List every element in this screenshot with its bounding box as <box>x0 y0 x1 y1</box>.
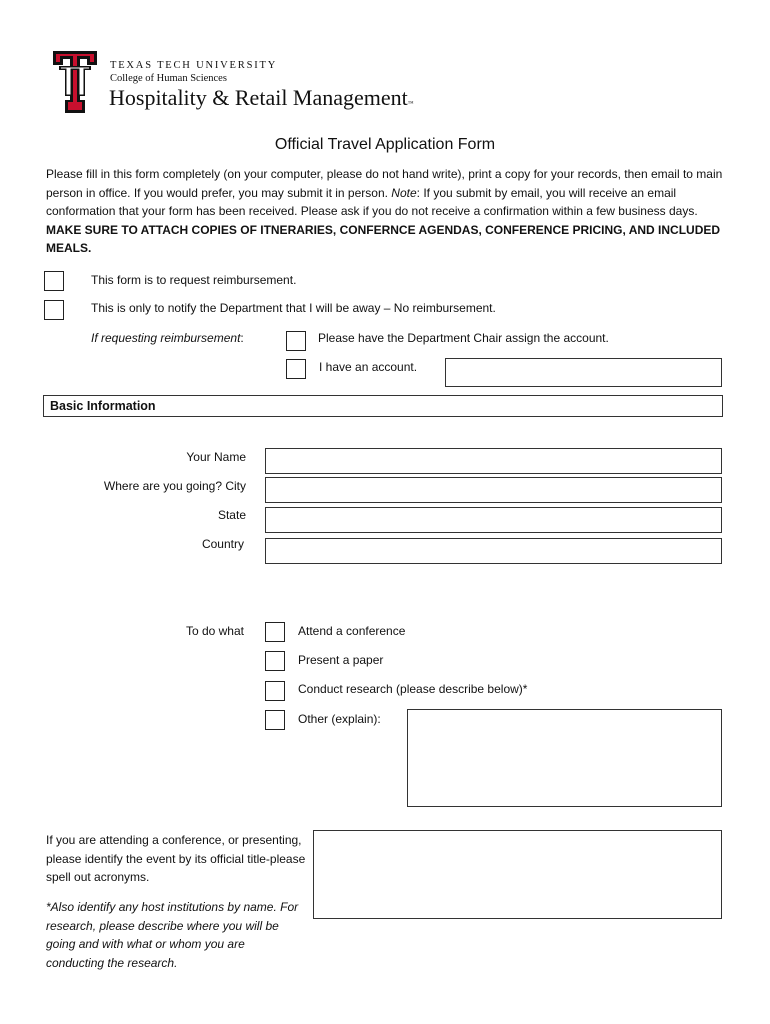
basic-information-title: Basic Information <box>50 399 156 413</box>
other-checkbox[interactable] <box>265 710 285 730</box>
college-name: College of Human Sciences <box>110 73 227 84</box>
texas-tech-double-t-logo <box>52 50 98 114</box>
other-explain-field[interactable] <box>407 709 722 807</box>
your-name-field[interactable] <box>265 448 722 474</box>
chair-assign-account-checkbox[interactable] <box>286 331 306 351</box>
conduct-research-label: Conduct research (please describe below)* <box>298 682 528 696</box>
account-number-field[interactable] <box>445 358 722 387</box>
conduct-research-checkbox[interactable] <box>265 681 285 701</box>
reimbursement-prompt-colon: : <box>240 331 244 345</box>
city-label: Where are you going? City <box>103 479 246 493</box>
reimbursement-prompt-text: If requesting reimbursement <box>91 331 241 345</box>
conference-note: *Also identify any host institutions by name. For research, please describe where you will be going and with what or whom you are conducting the research. <box>46 900 299 970</box>
instructions-paragraph <box>46 165 736 258</box>
to-do-what-label: To do what <box>185 624 244 638</box>
notify-only-checkbox[interactable] <box>44 300 64 320</box>
country-field[interactable] <box>265 538 722 564</box>
form-title: Official Travel Application Form <box>274 136 496 153</box>
instructions-bold-notice: MAKE SURE TO ATTACH COPIES OF ITNERARIES, CONFERNCE AGENDAS, CONFERENCE PRICING, AND INCLUDED MEALS. <box>46 222 721 256</box>
have-account-checkbox[interactable] <box>286 359 306 379</box>
country-label: Country <box>201 537 244 551</box>
your-name-label: Your Name <box>186 450 246 464</box>
state-label: State <box>217 508 246 522</box>
instructions-note-label: Note <box>391 185 417 200</box>
attend-conference-label: Attend a conference <box>298 624 406 638</box>
conference-instructions: If you are attending a conference, or presenting, please identify the event by its official title-please spell out acronyms. <box>46 833 306 884</box>
city-field[interactable] <box>265 477 722 503</box>
conference-title-field[interactable] <box>313 830 722 919</box>
instructions-part1: Please fill in this form completely (on your computer, please do not hand write), print a copy for your records, then email to main person in office. If you would prefer, you may submit it in person. <box>46 167 723 200</box>
university-name: TEXAS TECH UNIVERSITY <box>110 60 278 71</box>
chair-assign-account-label: Please have the Department Chair assign the account. <box>318 331 609 345</box>
trademark-mark: ™ <box>407 101 414 107</box>
other-explain-label: Other (explain): <box>298 712 381 726</box>
instructions-part2: : If you submit by email, you will receive an email conformation that your form has been received. Please ask if you do not receive a confirmation within a few business days. <box>46 185 698 219</box>
state-field[interactable] <box>265 507 722 533</box>
attend-conference-checkbox[interactable] <box>265 622 285 642</box>
department-name-text: Hospitality & Retail Management <box>109 85 408 110</box>
have-account-label: I have an account. <box>319 360 418 374</box>
request-reimbursement-checkbox[interactable] <box>44 271 64 291</box>
notify-only-label: This is only to notify the Department that I will be away – No reimbursement. <box>91 301 496 315</box>
department-name <box>109 86 414 110</box>
reimbursement-prompt <box>91 329 244 347</box>
present-paper-checkbox[interactable] <box>265 651 285 671</box>
request-reimbursement-label: This form is to request reimbursement. <box>91 273 297 287</box>
present-paper-label: Present a paper <box>298 653 384 667</box>
